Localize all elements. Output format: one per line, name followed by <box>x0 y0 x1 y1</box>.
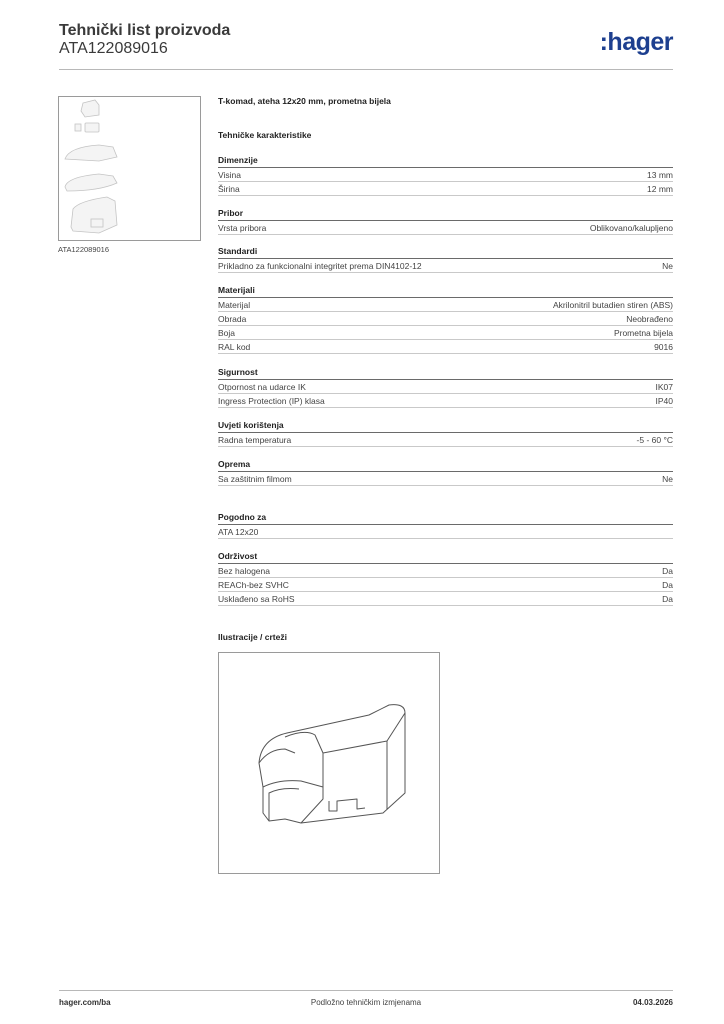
spec-row <box>218 168 673 182</box>
footer-notice: Podložno tehničkim izmjenama <box>310 998 422 1007</box>
group-materijali <box>218 284 673 354</box>
spec-label: Boja <box>218 328 236 338</box>
group-oprema <box>218 458 673 486</box>
product-thumbnail <box>58 96 201 241</box>
group-uvjeti-koristenja <box>218 419 673 447</box>
spec-value: Neobrađeno <box>626 314 673 324</box>
spec-label: Ingress Protection (IP) klasa <box>218 396 325 406</box>
group-heading: Dimenzije <box>218 154 673 168</box>
t-piece-drawing-icon <box>219 653 439 873</box>
spec-label: Vrsta pribora <box>218 223 267 233</box>
footer-website-link[interactable]: hager.com/ba <box>59 998 111 1007</box>
spec-row <box>218 312 673 326</box>
group-odrzivost <box>218 550 673 606</box>
group-heading: Materijali <box>218 284 673 298</box>
product-description: T-komad, ateha 12x20 mm, prometna bijela <box>218 96 391 106</box>
spec-row <box>218 578 673 592</box>
spec-label: Usklađeno sa RoHS <box>218 594 295 604</box>
group-heading: Oprema <box>218 458 673 472</box>
spec-value: Da <box>662 594 673 604</box>
spec-row <box>218 326 673 340</box>
spec-row <box>218 525 673 539</box>
group-heading: Pogodno za <box>218 511 673 525</box>
illustrations-title: Ilustracije / crteži <box>218 632 287 642</box>
spec-value: Oblikovano/kalupljeno <box>589 223 673 233</box>
spec-row <box>218 380 673 394</box>
page-header <box>59 20 673 68</box>
spec-label: RAL kod <box>218 342 251 352</box>
spec-value: Ne <box>662 261 673 271</box>
spec-label: Radna temperatura <box>218 435 292 445</box>
spec-value: -5 - 60 °C <box>636 435 673 445</box>
group-dimenzije <box>218 154 673 196</box>
spec-label: Otpornost na udarce IK <box>218 382 306 392</box>
spec-row <box>218 259 673 273</box>
group-pogodno-za <box>218 511 673 539</box>
spec-row <box>218 221 673 235</box>
spec-value: 9016 <box>654 342 673 352</box>
spec-value: Da <box>662 580 673 590</box>
spec-value: Prometna bijela <box>613 328 673 338</box>
spec-value: 12 mm <box>647 184 673 194</box>
page-footer <box>59 998 673 1012</box>
spec-label: Visina <box>218 170 241 180</box>
thumbnail-caption: ATA122089016 <box>58 245 110 254</box>
spec-value: IP40 <box>655 396 673 406</box>
footer-date: 04.03.2026 <box>632 998 673 1007</box>
footer-divider <box>59 990 673 991</box>
product-code: ATA122089016 <box>59 40 168 57</box>
spec-value: Da <box>662 566 673 576</box>
spec-row <box>218 592 673 606</box>
spec-row <box>218 394 673 408</box>
spec-row <box>218 298 673 312</box>
group-heading: Pribor <box>218 207 673 221</box>
spec-row <box>218 564 673 578</box>
hager-logo: :hager <box>599 28 673 56</box>
section-title: Tehničke karakteristike <box>218 130 312 140</box>
group-heading: Uvjeti korištenja <box>218 419 673 433</box>
page-title: Tehnički list proizvoda <box>59 22 231 39</box>
spec-label: ATA 12x20 <box>218 527 259 537</box>
spec-row <box>218 472 673 486</box>
group-pribor <box>218 207 673 235</box>
spec-label: Obrada <box>218 314 247 324</box>
spec-value: Akrilonitril butadien stiren (ABS) <box>553 300 673 310</box>
header-divider <box>59 69 673 70</box>
group-heading: Sigurnost <box>218 366 673 380</box>
spec-value: IK07 <box>655 382 673 392</box>
spec-row <box>218 433 673 447</box>
spec-row <box>218 182 673 196</box>
spec-label: REACh-bez SVHC <box>218 580 289 590</box>
spec-label: Širina <box>218 184 240 194</box>
group-standardi <box>218 245 673 273</box>
group-heading: Standardi <box>218 245 673 259</box>
spec-label: Bez halogena <box>218 566 270 576</box>
group-sigurnost <box>218 366 673 408</box>
spec-value: Ne <box>662 474 673 484</box>
spec-label: Sa zaštitnim filmom <box>218 474 292 484</box>
spec-label: Materijal <box>218 300 251 310</box>
product-parts-icon <box>59 97 200 240</box>
spec-row <box>218 340 673 354</box>
group-heading: Održivost <box>218 550 673 564</box>
spec-label: Prikladno za funkcionalni integritet prema DIN4102-12 <box>218 261 422 271</box>
spec-value: 13 mm <box>647 170 673 180</box>
illustration-drawing <box>218 652 440 874</box>
